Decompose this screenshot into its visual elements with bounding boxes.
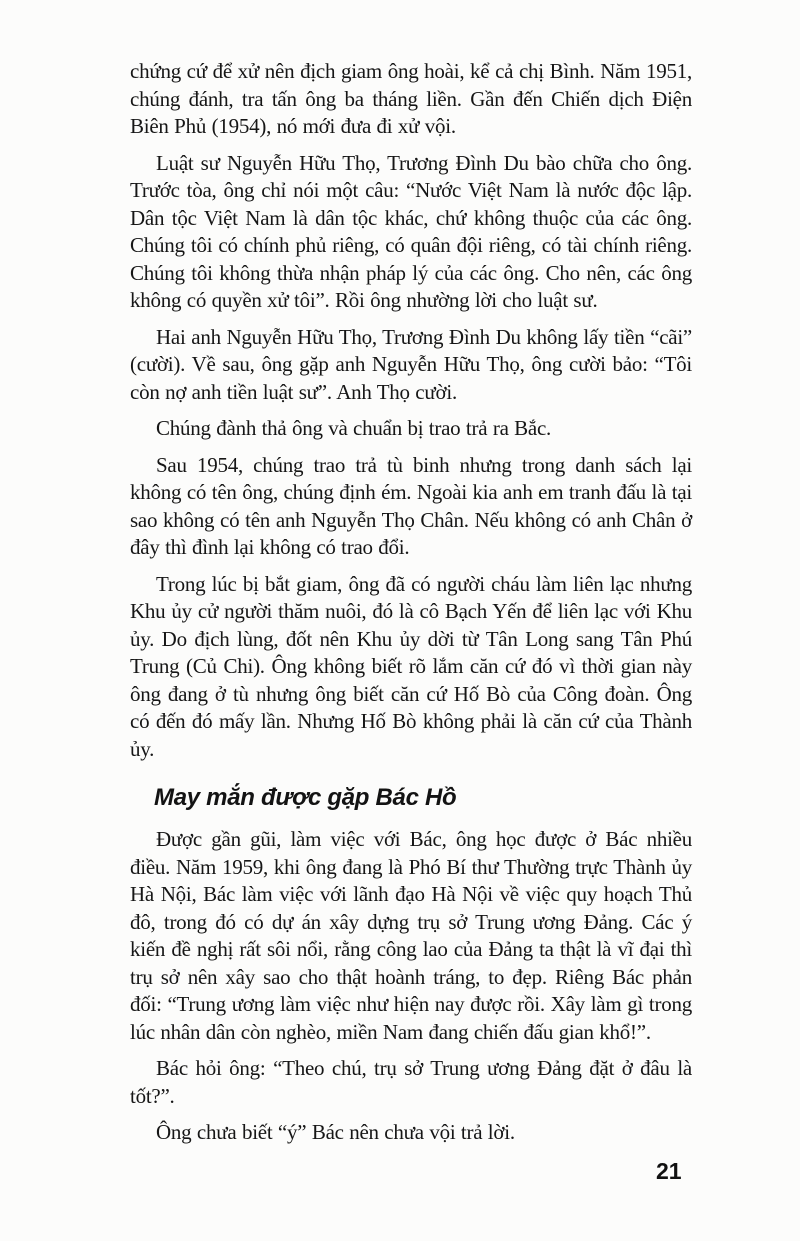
paragraph-no-reply: Ông chưa biết “ý” Bác nên chưa vội trả lời. xyxy=(156,1120,515,1144)
paragraph-lawyers: Luật sư Nguyễn Hữu Thọ, Trương Đình Du bào chữa cho ông. Trước tòa, ông chỉ nói một câu: “Nước Việt Nam là nước độc lập. Dân tộc Việt Nam là dân tộc khác, chứ không thuộc của các ông. Chúng tôi có chính phủ riêng, có quân đội riêng, có tài chính riêng. Chúng tôi không thừa nhận pháp lý của các ông. Cho nên, các ông không có quyền xử tôi”. Rồi ông nhường lời cho luật sư. xyxy=(130,150,692,312)
paragraph-release: Chúng đành thả ông và chuẩn bị trao trả ra Bắc. xyxy=(156,416,552,440)
paragraph-liaison: Trong lúc bị bắt giam, ông đã có người cháu làm liên lạc nhưng Khu ủy cử người thăm nuôi, đó là cô Bạch Yến để liên lạc với Khu ủy. Do địch lùng, đốt nên Khu ủy dời từ Tân Long sang Tân Phú Trung (Củ Chi). Ông không biết rõ lắm căn cứ đó vì thời gian này ông đang ở tù nhưng ông biết căn cứ Hố Bò của Công đoàn. Ông có đến đó mấy lần. Nhưng Hố Bò không phải là căn cứ của Thành ủy. xyxy=(130,571,692,761)
page-number: 21 xyxy=(656,1158,682,1184)
section-heading: May mắn được gặp Bác Hồ xyxy=(154,784,457,811)
paragraph-meeting-uncle-ho: Được gần gũi, làm việc với Bác, ông học được ở Bác nhiều điều. Năm 1959, khi ông đang là Phó Bí thư Thường trực Thành ủy Hà Nội, Bác làm việc với lãnh đạo Hà Nội về việc quy hoạch Thủ đô, trong đó có dự án xây dựng trụ sở Trung ương Đảng. Các ý kiến đề nghị rất sôi nổi, rằng công lao của Đảng ta thật là vĩ đại thì trụ sở nên xây sao cho thật hoành tráng, to đẹp. Riêng Bác phản đối: “Trung ương làm việc như hiện nay được rồi. Xây làm gì trong lúc nhân dân còn nghèo, miền Nam đang chiến đấu gian khổ!”. xyxy=(130,827,692,1044)
page-text-column xyxy=(130,58,692,1156)
paragraph-prisoner-exchange: Sau 1954, chúng trao trả tù binh nhưng trong danh sách lại không có tên ông, chúng định ém. Ngoài kia anh em tranh đấu là tại sao không có tên anh Nguyễn Thọ Chân. Nếu không có anh Chân ở đây thì đình lại không có trao đổi. xyxy=(130,452,692,559)
paragraph-no-fee: Hai anh Nguyễn Hữu Thọ, Trương Đình Du không lấy tiền “cãi” (cười). Về sau, ông gặp anh Nguyễn Hữu Thọ, ông cười bảo: “Tôi còn nợ anh tiền luật sư”. Anh Thọ cười. xyxy=(130,324,692,404)
paragraph-continuation: chứng cứ để xử nên địch giam ông hoài, kể cả chị Bình. Năm 1951, chúng đánh, tra tấn ông ba tháng liền. Gần đến Chiến dịch Điện Biên Phủ (1954), nó mới đưa đi xử vội. xyxy=(130,59,692,138)
paragraph-question: Bác hỏi ông: “Theo chú, trụ sở Trung ương Đảng đặt ở đâu là tốt?”. xyxy=(130,1056,692,1108)
